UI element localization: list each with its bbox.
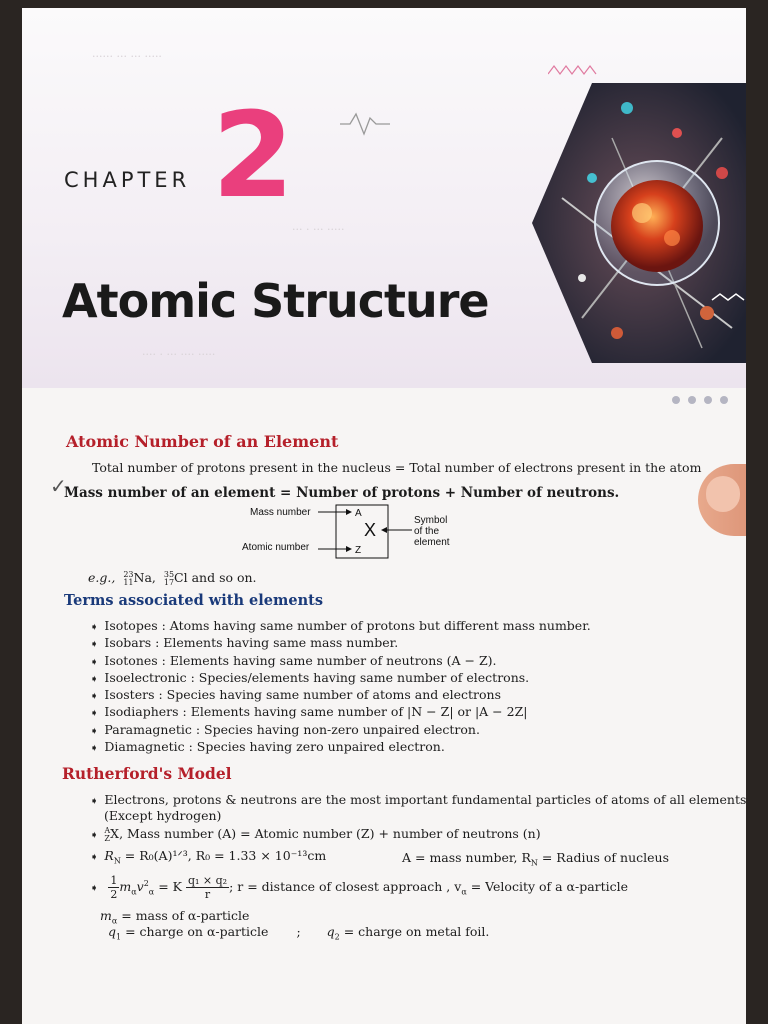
square-superscript: 2: [143, 878, 149, 888]
z-label: Z: [355, 545, 362, 556]
mass-number-label: Mass number: [250, 507, 311, 518]
bullet-icon: ➧: [90, 852, 99, 863]
symbol-caption-line: Symbol: [414, 515, 448, 526]
charge-foil-text: = charge on metal foil.: [343, 924, 490, 939]
example-line: [88, 570, 257, 587]
bullet-icon: ➧: [90, 743, 99, 755]
alpha-subscript: α: [111, 916, 118, 926]
cl-atomic: 17: [163, 577, 175, 587]
charge-alpha-text: = charge on α-particle: [125, 924, 269, 939]
bleed-through-text: ···· · ··· ···· ·····: [142, 348, 216, 361]
rutherford-point-3-right: [402, 850, 669, 868]
fingernail-artifact: [706, 476, 740, 512]
separator: ;: [296, 924, 301, 939]
cl-symbol: Cl: [174, 570, 188, 585]
bullet-icon: ➧: [90, 725, 99, 737]
mass-symbol: m: [100, 908, 112, 923]
radius-subscript: N: [530, 858, 538, 868]
na-indices: [123, 571, 133, 587]
textbook-page: [22, 8, 746, 1024]
charge-symbol: q: [108, 924, 117, 939]
rutherford-point-4: [90, 874, 628, 901]
bleed-through-text: ··· · ··· ·····: [292, 223, 345, 236]
bleed-through-text: ······ ··· ··· ·····: [92, 50, 162, 63]
decorative-dots: [672, 389, 736, 408]
rutherford-point-3: [90, 848, 326, 866]
term-text: Paramagnetic : Species having non-zero unpaired electron.: [104, 721, 480, 737]
atomic-number-definition: Total number of protons present in the nucleus = Total number of electrons present in the atom: [92, 460, 702, 475]
charge-subscript: 1: [116, 932, 122, 942]
mass-number-definition: Mass number of an element = Number of protons + Number of neutrons.: [64, 485, 620, 501]
chapter-number: 2: [212, 86, 295, 224]
radius-note: = Radius of nucleus: [541, 850, 669, 865]
rutherford-point-1-cont: (Except hydrogen): [104, 808, 222, 823]
cl-indices: [164, 571, 174, 587]
rutherford-point-6: [108, 924, 489, 942]
rutherford-point-2: [90, 826, 541, 843]
example-prefix: e.g.,: [88, 570, 116, 585]
velocity-symbol: v: [136, 879, 144, 894]
alpha-subscript: α: [148, 887, 155, 897]
list-item: [90, 618, 591, 635]
list-item: [90, 704, 591, 721]
radius-formula: = R₀(A)¹ᐟ³, R₀ = 1.33 × 10⁻¹³cm: [124, 848, 327, 863]
na-symbol: Na,: [133, 570, 156, 585]
charge-symbol: q: [326, 924, 335, 939]
cl-mass: 35: [163, 569, 175, 579]
velocity-text: = Velocity of a α-particle: [470, 879, 629, 894]
list-item: [90, 653, 591, 670]
chapter-title: Atomic Structure: [62, 274, 489, 328]
checkmark-icon: ✓: [50, 474, 67, 498]
alpha-subscript: α: [131, 887, 137, 897]
symbol-caption-line: element: [414, 537, 450, 548]
bullet-icon: ➧: [90, 796, 99, 807]
bullet-icon: ➧: [90, 622, 99, 633]
chapter-label: CHAPTER: [64, 168, 191, 192]
wave-decoration-icon: [340, 110, 390, 136]
list-item: [90, 687, 591, 704]
atomic-number-label: Atomic number: [242, 542, 310, 553]
terms-heading: Terms associated with elements: [64, 592, 323, 609]
term-text: Isodiaphers : Elements having same number of |N − Z| or |A − 2Z|: [104, 704, 528, 720]
fraction-num: 1: [110, 874, 118, 887]
a-label: A: [355, 508, 362, 519]
radius-symbol: R: [104, 848, 114, 863]
nuclide-a: A: [104, 825, 111, 835]
distance-text: ; r = distance of closest approach , v: [229, 879, 462, 894]
section-heading-rutherford: Rutherford's Model: [62, 764, 232, 783]
bullet-icon: ➧: [90, 691, 99, 703]
section-heading-atomic-number: Atomic Number of an Element: [66, 432, 339, 451]
point-text: = mass of α-particle: [121, 908, 250, 923]
fraction-num: q₁ × q₂: [187, 874, 228, 887]
k-constant: = K: [158, 879, 182, 894]
list-item: [90, 635, 591, 652]
term-text: Isotopes : Atoms having same number of protons but different mass number.: [104, 618, 591, 633]
symbol-caption-line: of the: [414, 526, 440, 537]
example-suffix: and so on.: [191, 570, 257, 585]
point-text: Electrons, protons & neutrons are the most important fundamental particles of atoms of all elements: [104, 792, 746, 807]
bullet-icon: ➧: [90, 708, 99, 720]
mass-number-note: A = mass number, R: [402, 850, 531, 865]
terms-list: [90, 618, 591, 756]
bullet-icon: ➧: [90, 830, 99, 841]
fraction-charge: [186, 874, 229, 901]
term-text: Isoelectronic : Species/elements having same number of electrons.: [104, 669, 530, 685]
fraction-den: r: [204, 888, 211, 901]
mass-symbol: m: [119, 879, 132, 894]
rutherford-point-1: [90, 792, 746, 807]
fraction-den: 2: [110, 888, 118, 901]
term-text: Isosters : Species having same number of atoms and electrons: [104, 687, 502, 703]
point-text: X, Mass number (A) = Atomic number (Z) + number of neutrons (n): [110, 826, 541, 841]
bullet-icon: ➧: [90, 883, 99, 894]
charge-subscript: 2: [334, 932, 340, 942]
term-text: Isotones : Elements having same number of neutrons (A − Z).: [104, 652, 497, 668]
atom-illustration: [522, 78, 746, 368]
x-symbol: X: [364, 520, 377, 540]
radius-subscript: N: [113, 856, 121, 866]
symbol-caption: [414, 515, 450, 548]
nuclide-z: Z: [104, 833, 110, 843]
rutherford-point-5: [100, 908, 249, 926]
na-atomic: 11: [123, 577, 134, 587]
bullet-icon: ➧: [90, 656, 99, 668]
fraction-half: [108, 874, 119, 901]
bullet-icon: ➧: [90, 639, 99, 651]
alpha-subscript: α: [461, 887, 467, 897]
na-mass: 23: [123, 569, 134, 579]
list-item: [90, 739, 591, 756]
term-text: Isobars : Elements having same mass number.: [104, 635, 399, 651]
list-item: [90, 670, 591, 687]
term-text: Diamagnetic : Species having zero unpaired electron.: [104, 739, 445, 755]
list-item: [90, 722, 591, 739]
bullet-icon: ➧: [90, 673, 99, 685]
